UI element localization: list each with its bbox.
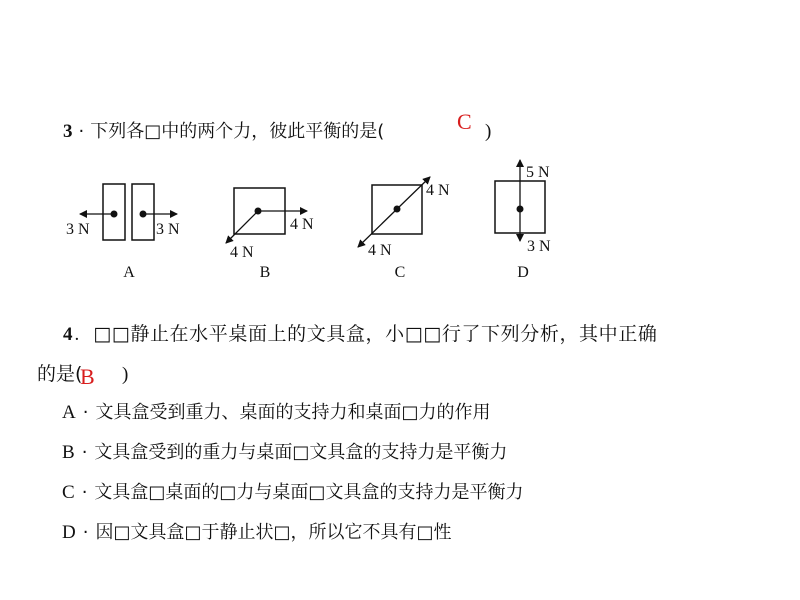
q4-choice-a bbox=[62, 401, 490, 425]
q3-text: 下列各□中的两个力，彼此平衡的是( bbox=[90, 121, 385, 142]
choice-a-text: 文具盒受到重力、桌面的支持力和桌面□力的作用 bbox=[95, 402, 491, 423]
q4-choice-b bbox=[62, 441, 507, 465]
option-c-label: C bbox=[394, 264, 406, 281]
option-a-diagram bbox=[66, 184, 180, 240]
q4-separator: . bbox=[74, 324, 80, 345]
choice-a-letter: A bbox=[62, 402, 76, 423]
option-a-label: A bbox=[123, 264, 135, 281]
q4-choice-c bbox=[62, 481, 523, 505]
choice-c-letter: C bbox=[62, 482, 75, 503]
option-d-top-force: 5 N bbox=[526, 164, 550, 181]
choice-b-text: 文具盒受到的重力与桌面□文具盒的支持力是平衡力 bbox=[94, 442, 508, 463]
choice-a-separator: · bbox=[82, 402, 89, 423]
choice-b-separator: · bbox=[81, 442, 88, 463]
option-c-top-force: 4 N bbox=[426, 182, 450, 199]
option-c-bottom-force: 4 N bbox=[368, 242, 392, 259]
q4-stem-line2 bbox=[37, 362, 82, 386]
choice-b-letter: B bbox=[62, 442, 75, 463]
q4-close-paren: ) bbox=[122, 364, 129, 385]
q3-answer: C bbox=[457, 109, 472, 134]
q3-number: 3 bbox=[63, 121, 73, 142]
option-b-top-force: 4 N bbox=[290, 216, 314, 233]
option-a-left-force: 3 N bbox=[66, 221, 90, 238]
option-b-diagram bbox=[226, 188, 314, 261]
choice-c-separator: · bbox=[81, 482, 88, 503]
option-a-right-force: 3 N bbox=[156, 221, 180, 238]
q4-text-line1: □□静止在水平桌面上的文具盒，小□□行了下列分析，其中正确 bbox=[93, 323, 658, 345]
choice-c-text: 文具盒□桌面的□力与桌面□文具盒的支持力是平衡力 bbox=[94, 482, 524, 503]
q3-separator: · bbox=[78, 121, 85, 142]
q3-stem bbox=[63, 120, 384, 144]
choice-d-text: 因□文具盒□于静止状□，所以它不具有□性 bbox=[95, 522, 452, 543]
choice-d-letter: D bbox=[62, 522, 76, 543]
option-d-bottom-force: 3 N bbox=[527, 238, 551, 255]
option-b-diagonal-arrow bbox=[226, 211, 258, 243]
q4-number: 4 bbox=[63, 324, 73, 345]
q3-close-paren: ) bbox=[485, 121, 492, 142]
q4-answer: B bbox=[80, 364, 95, 389]
q4-text-line2: 的是( bbox=[37, 363, 83, 385]
option-c-diagram bbox=[358, 177, 450, 259]
option-d-diagram bbox=[495, 160, 551, 255]
q4-stem-line1 bbox=[63, 322, 657, 347]
q4-choice-d bbox=[62, 521, 452, 545]
option-b-bottom-force: 4 N bbox=[230, 244, 254, 261]
option-b-label: B bbox=[259, 264, 271, 281]
choice-d-separator: · bbox=[82, 522, 89, 543]
option-d-label: D bbox=[517, 264, 529, 281]
